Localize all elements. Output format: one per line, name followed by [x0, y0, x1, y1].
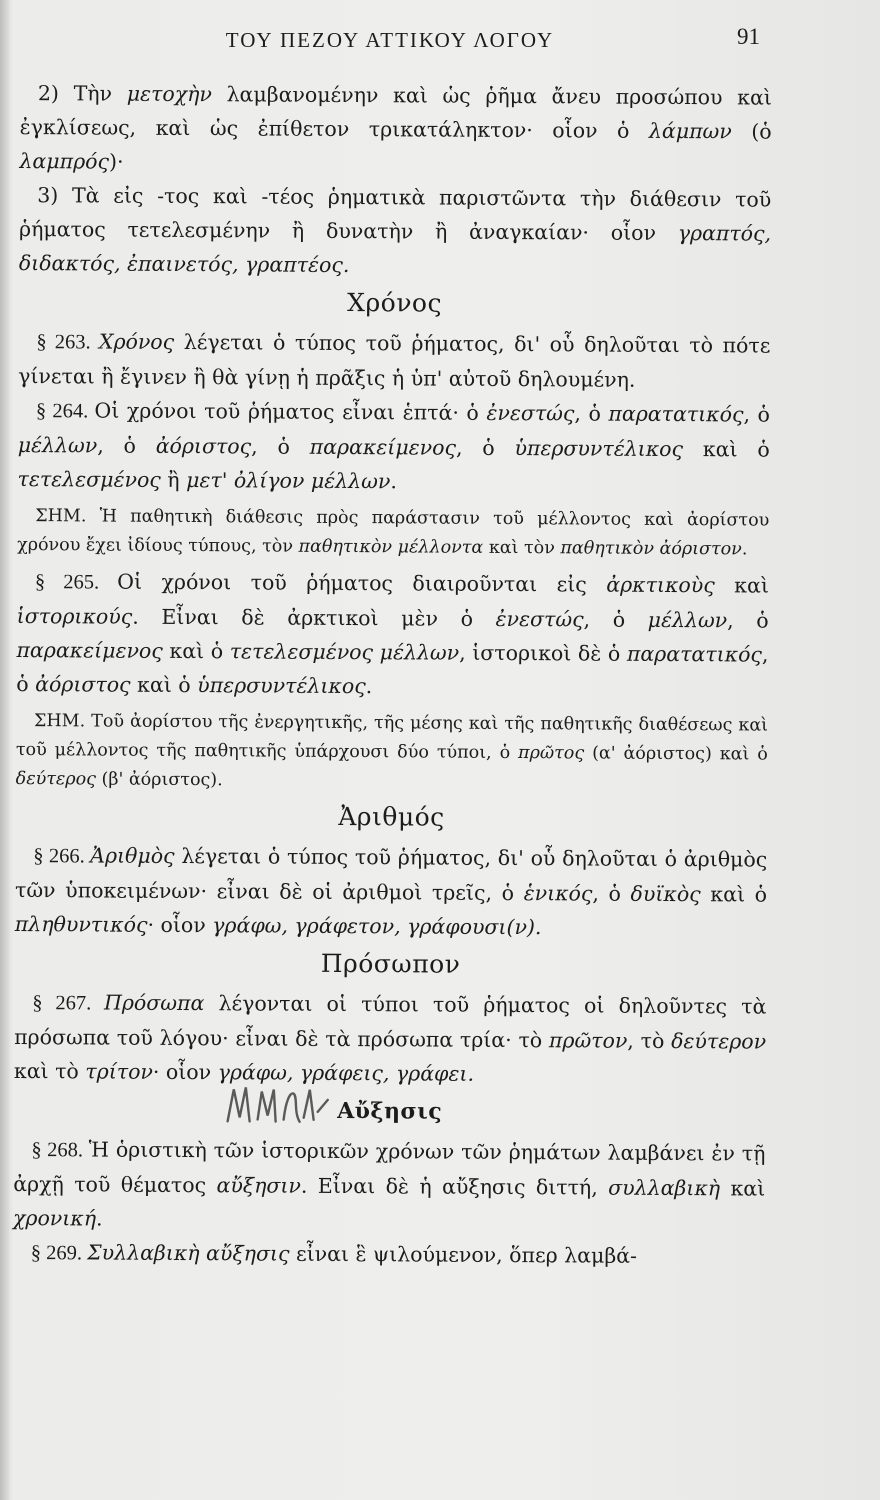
- italic-term: ἑνικός: [523, 881, 593, 906]
- text-run: 2) Τὴν: [37, 81, 127, 106]
- section-heading-person: Πρόσωπον: [320, 948, 461, 979]
- italic-term: ἱστορικούς: [16, 603, 133, 629]
- text-run: 3) Τὰ εἰς -τος καὶ -τέος ῥηματικὰ παριστῶντα τὴν διάθεσιν τοῦ ῥήματος τετελεσμένην ἢ δυνατὴν ἢ ἀναγκαίαν· οἷον: [18, 183, 772, 246]
- italic-term: παρατατικός: [626, 641, 763, 667]
- text-run: λέγεται ὁ τύπος τοῦ ῥήματος, δι' οὗ δηλοῦται τὸ πότε γίνεται ἢ ἔγινεν ἢ θὰ γίνῃ ἡ πρᾶξις ἡ ὑπ' αὐτοῦ δηλουμένη.: [18, 329, 771, 392]
- italic-term: παθητικὸν μέλλοντα: [298, 536, 484, 558]
- italic-term: πρῶτον: [548, 1028, 628, 1053]
- italic-term: Ἀριθμὸς: [90, 843, 175, 868]
- page-number: 91: [737, 24, 760, 49]
- running-title: ΤΟΥ ΠΕΖΟΥ ΑΤΤΙΚΟΥ ΛΟΓΟΥ: [225, 28, 555, 52]
- italic-term: παρακείμενος: [309, 434, 457, 460]
- text-run: λέγονται οἱ τύποι τοῦ ῥήματος οἱ δηλοῦντες τὰ πρόσωπα τοῦ λόγου· εἶναι δὲ τὰ πρόσωπα τρία· τὸ: [14, 991, 767, 1053]
- italic-term: μέλλων: [647, 607, 728, 633]
- text-run: , ὁ: [743, 402, 771, 427]
- text-run: Ἡ ὁριστικὴ τῶν ἱστορικῶν χρόνων τῶν ῥημάτων λαμβάνει ἐν τῇ ἀρχῇ τοῦ θέματος: [13, 1137, 766, 1198]
- italic-term: ὑπερσυντέλικος: [514, 436, 684, 462]
- text-run: .: [95, 1206, 103, 1231]
- italic-term: τετελεσμένος μέλλων: [229, 639, 460, 665]
- text-run: καὶ: [720, 1176, 766, 1201]
- text-run: (α' ἀόριστος) καὶ ὁ: [584, 743, 768, 765]
- section-heading-augment-wrap: [14, 1092, 766, 1131]
- text-run: λέγεται ὁ τύπος τοῦ ῥήματος, δι' οὗ δηλοῦται ὁ ἀριθμὸς τῶν ὑποκειμένων· εἶναι δὲ οἱ ἀριθμοὶ τρεῖς, ὁ: [14, 843, 768, 906]
- section-number: § 267.: [32, 992, 105, 1015]
- handwritten-scribble: [224, 1081, 334, 1130]
- section-heading-tense: Χρόνος: [347, 288, 443, 318]
- text-run: καὶ τὸ: [13, 1058, 86, 1084]
- section-heading-number: Ἀριθμός: [338, 801, 445, 832]
- section-264: [17, 393, 770, 501]
- italic-term: Συλλαβικὴ αὔξησις: [87, 1240, 290, 1266]
- italic-term: τρίτον: [85, 1059, 153, 1084]
- text-run: Οἱ χρόνοι τοῦ ῥήματος διαιροῦνται εἰς: [117, 569, 607, 597]
- text-run: , ἱστορικοὶ δὲ ὁ: [459, 640, 627, 666]
- section-number: § 265.: [34, 571, 118, 594]
- section-267: [14, 985, 767, 1093]
- text-run: , ὁ: [16, 642, 769, 697]
- italic-term: δεύτερον: [671, 1028, 767, 1054]
- section-269: [13, 1235, 765, 1275]
- section-number: § 268.: [31, 1139, 89, 1162]
- text-run: λαμβανομένην καὶ ὡς ῥῆμα ἄνευ προσώπου καὶ ἐγκλίσεως, καὶ ὡς ἐπίθετον τρικατάληκτον· οἷον ὁ: [19, 82, 772, 143]
- italic-term: ὑπερσυντέλικος: [197, 673, 366, 699]
- italic-term: μετ' ὀλίγον μέλλων: [186, 468, 391, 494]
- italic-term: ἀρκτικοὺς: [606, 572, 715, 598]
- italic-examples: γράφω, γράφετον, γράφουσι(ν).: [212, 913, 542, 940]
- italic-term: λάμπων: [648, 118, 732, 144]
- paragraph-verbal-adjectives: [19, 178, 772, 285]
- text-run: καὶ: [714, 573, 769, 598]
- text-run: Οἱ χρόνοι τοῦ ῥήματος εἶναι ἑπτά· ὁ: [94, 398, 487, 425]
- italic-term: Χρόνος: [98, 329, 175, 354]
- italic-term: Πρόσωπα: [103, 990, 205, 1016]
- text-run: , ὁ: [583, 607, 648, 632]
- text-run: ΣΗΜ. Ἡ παθητικὴ διάθεσις πρὸς παράστασιν τοῦ μέλλοντος καὶ ἀορίστου χρόνου ἔχει ἰδίους τύπους, τὸν: [17, 506, 770, 557]
- italic-term: χρονική: [12, 1205, 97, 1231]
- italic-term: δεύτερος: [15, 768, 97, 790]
- italic-term: ἐνεστώς: [495, 606, 584, 632]
- text-run: )·: [108, 149, 124, 174]
- italic-term: ἐνεστώς: [486, 400, 575, 426]
- section-268: [13, 1132, 766, 1240]
- italic-term: ἀόριστος: [155, 433, 252, 459]
- text-run: · οἷον: [152, 1059, 218, 1085]
- italic-examples: γράφω, γράφεις, γράφει.: [217, 1060, 475, 1086]
- text-run: .: [741, 539, 748, 560]
- paragraph-participle: [19, 76, 772, 183]
- text-run: , ὁ: [97, 433, 156, 458]
- text-run: . Εἶναι δὲ ἡ αὔξησις διττή,: [300, 1173, 609, 1200]
- text-run: , ὁ: [574, 401, 609, 426]
- note-aorist-types: [16, 707, 769, 799]
- section-263: [18, 324, 770, 398]
- italic-term: μετοχὴν: [126, 81, 212, 107]
- text-run: , ὁ: [455, 435, 515, 461]
- section-number: § 264.: [35, 400, 95, 423]
- italic-term: αὔξησιν: [216, 1173, 301, 1198]
- italic-term: δυϊκὸς: [630, 881, 701, 907]
- body-text: [13, 76, 772, 1275]
- text-run: , τὸ: [627, 1028, 672, 1053]
- italic-term: πληθυντικός: [14, 911, 148, 937]
- italic-term: παρατατικός: [608, 401, 744, 427]
- text-run: (β' ἀόριστος).: [95, 769, 223, 791]
- italic-examples: γραπτός, διδακτός, ἐπαινετός, γραπτέος.: [18, 221, 772, 278]
- text-run: . Εἶναι δὲ ἀρκτικοὶ μὲν ὁ: [132, 604, 496, 631]
- italic-term: παθητικὸν ἀόριστον: [560, 538, 742, 560]
- text-run: ἢ: [160, 467, 187, 493]
- section-266: [15, 838, 768, 946]
- running-header: [0, 22, 880, 62]
- italic-term: ἀόριστος: [35, 672, 131, 697]
- section-number: § 269.: [30, 1242, 88, 1265]
- text-run: , ὁ: [727, 608, 769, 633]
- text-run: καὶ ὁ: [162, 638, 230, 664]
- italic-term: τετελεσμένος: [17, 466, 161, 492]
- note-passive-forms: [17, 502, 769, 565]
- section-number: § 263.: [36, 331, 99, 354]
- italic-term: λαμπρός: [19, 148, 110, 174]
- text-run: (ὁ: [731, 119, 772, 144]
- text-run: .: [365, 674, 373, 699]
- text-run: , ὁ: [251, 434, 310, 459]
- page-gutter: [0, 0, 10, 1500]
- section-heading-augment: Αὔξησις: [337, 1097, 443, 1125]
- text-run: καὶ ὁ: [700, 882, 768, 907]
- italic-term: συλλαβικὴ: [608, 1175, 721, 1201]
- text-run: · οἷον: [147, 912, 213, 938]
- italic-term: πρῶτος: [518, 743, 585, 764]
- section-265: [16, 564, 769, 706]
- section-number: § 266.: [33, 845, 91, 868]
- text-run: καὶ τὸν: [483, 537, 561, 559]
- text-run: καὶ ὁ: [682, 437, 770, 462]
- italic-term: παρακείμενος: [16, 637, 163, 663]
- text-run: , ὁ: [592, 881, 631, 906]
- text-run: καὶ ὁ: [130, 672, 198, 698]
- italic-term: μέλλων: [17, 432, 98, 458]
- text-run: .: [390, 469, 397, 494]
- text-run: εἶναι ἓ ψιλούμενον, ὅπερ λαμβά-: [289, 1241, 638, 1268]
- text-run: ΣΗΜ. Τοῦ ἀορίστου τῆς ἐνεργητικῆς, τῆς μέσης καὶ τῆς παθητικῆς διαθέσεως καὶ τοῦ μέλλοντος τῆς παθητικῆς ὑπάρχουσι δύο τύποι, ὁ: [15, 711, 769, 764]
